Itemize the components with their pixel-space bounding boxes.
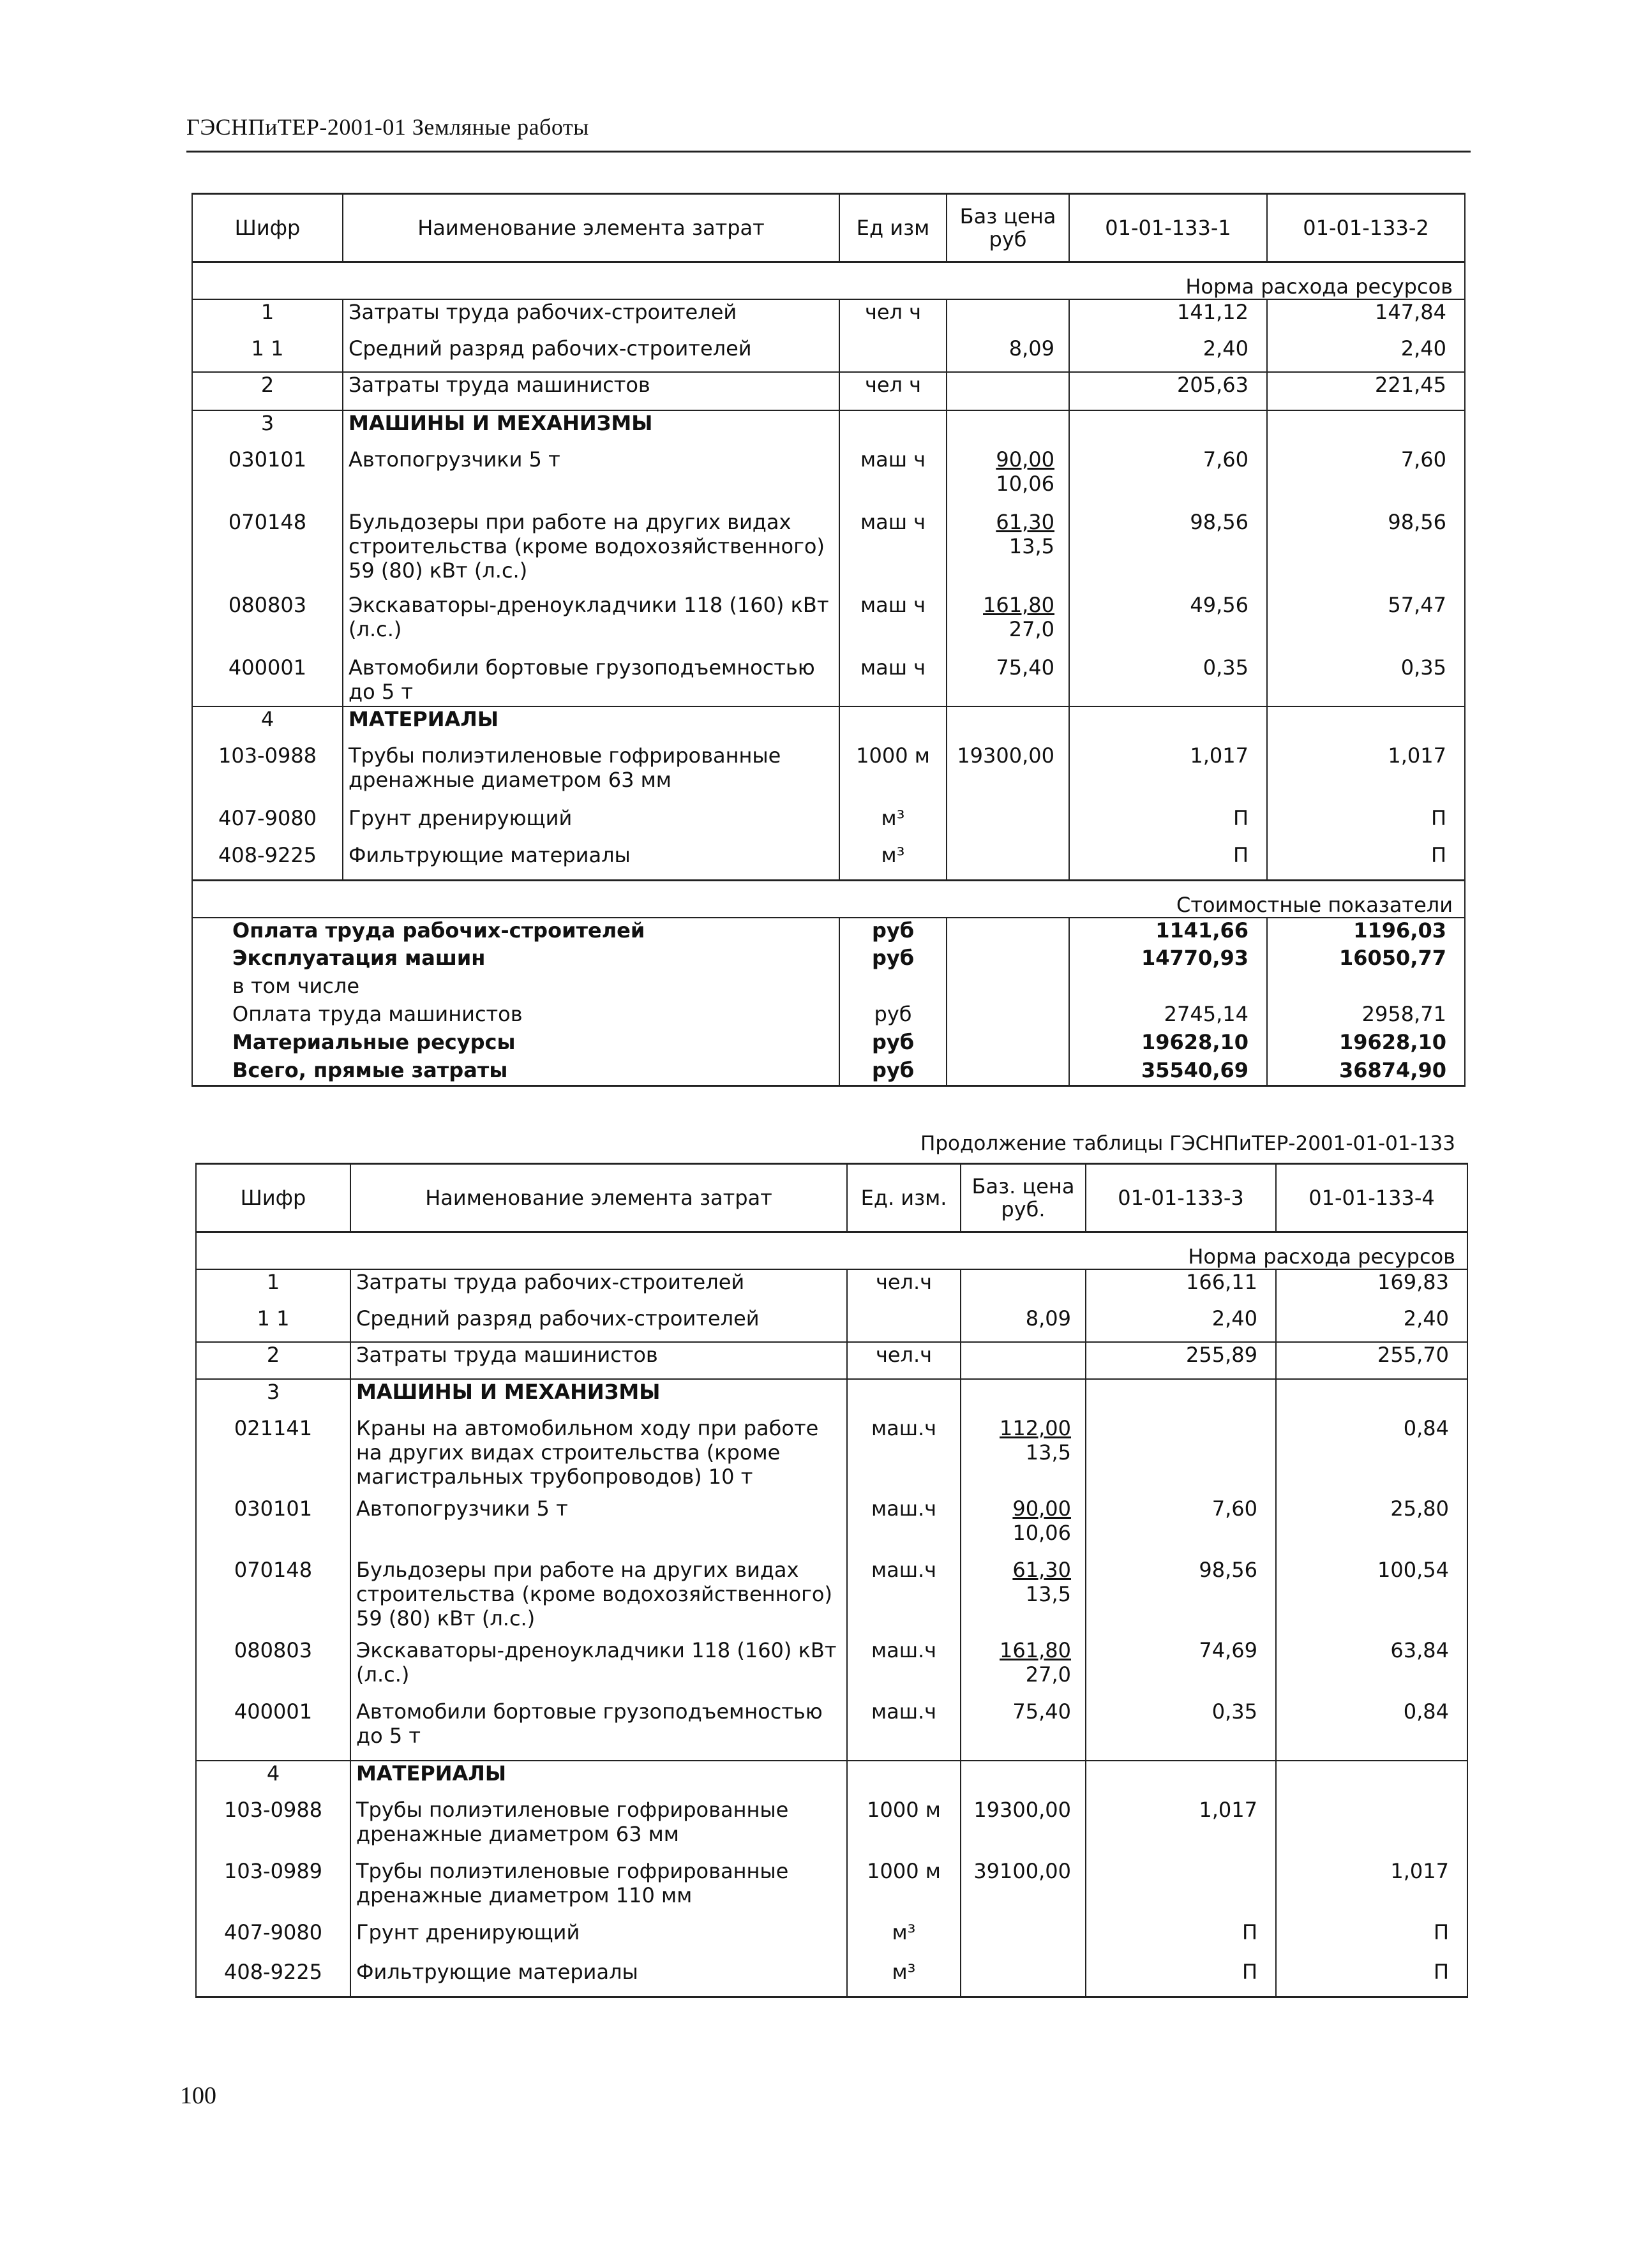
row-name: Затраты труда машинистов	[343, 372, 839, 410]
row-code: 080803	[192, 593, 343, 655]
summary-row	[192, 1058, 1465, 1086]
row-name: Автомобили бортовые грузоподъемностью до 5 т	[350, 1699, 847, 1761]
col-header-price-line1: Баз. цена	[971, 1174, 1075, 1198]
row-value-1: П	[1069, 806, 1267, 843]
row-value-1: 166,11	[1086, 1269, 1276, 1306]
row-value-2: 2,40	[1267, 336, 1465, 372]
row-unit: маш.ч	[847, 1496, 961, 1558]
row-value-1: 0,35	[1086, 1699, 1276, 1761]
row-price	[947, 593, 1069, 655]
table-row	[196, 1558, 1467, 1638]
row-name: Грунт дренирующий	[343, 806, 839, 843]
row-unit: чел ч	[839, 372, 947, 410]
row-code: 400001	[192, 655, 343, 706]
row-value-1: 141,12	[1069, 299, 1267, 336]
row-price-factor: 10,06	[996, 472, 1054, 496]
row-unit: чел ч	[839, 299, 947, 336]
table-row	[192, 336, 1465, 372]
summary-row	[192, 974, 1465, 1002]
summary-unit: руб	[839, 1058, 947, 1086]
row-value-2	[1267, 706, 1465, 743]
row-value-1	[1086, 1379, 1276, 1416]
table-row	[192, 593, 1465, 655]
resource-table-1	[191, 193, 1466, 1087]
table-row	[196, 1798, 1467, 1859]
row-value-1: 98,56	[1069, 510, 1267, 593]
row-code: 1	[192, 299, 343, 336]
row-value-2: 98,56	[1267, 510, 1465, 593]
row-price-factor: 27,0	[1025, 1662, 1071, 1687]
row-price-value: 8,09	[1025, 1306, 1071, 1331]
table-row	[196, 1638, 1467, 1699]
row-price	[947, 706, 1069, 743]
row-price	[961, 1558, 1086, 1638]
row-price	[961, 1416, 1086, 1496]
row-code: 1 1	[196, 1306, 350, 1342]
summary-label: Оплата труда машинистов	[192, 1002, 839, 1030]
row-unit: маш.ч	[847, 1638, 961, 1699]
row-code: 2	[192, 372, 343, 410]
row-value-1	[1086, 1859, 1276, 1920]
table-row	[196, 1416, 1467, 1496]
row-price	[961, 1761, 1086, 1798]
table-2-body	[196, 1269, 1467, 1997]
row-price-value: 75,40	[996, 655, 1054, 680]
row-code: 030101	[196, 1496, 350, 1558]
row-value-1: 1,017	[1069, 743, 1267, 806]
col-header-rate-4: 01-01-133-4	[1276, 1164, 1467, 1232]
table-row	[192, 655, 1465, 706]
row-name: МАШИНЫ И МЕХАНИЗМЫ	[343, 410, 839, 447]
col-header-price-line1: Баз цена	[959, 204, 1056, 228]
row-name: Фильтрующие материалы	[350, 1960, 847, 1997]
header-divider	[186, 151, 1471, 153]
row-value-1	[1086, 1416, 1276, 1496]
resource-table-2	[195, 1163, 1468, 1998]
summary-unit	[839, 974, 947, 1002]
section-norm-label: Норма расхода ресурсов	[192, 262, 1465, 300]
table-row	[196, 1920, 1467, 1960]
table-row	[192, 743, 1465, 806]
summary-value-2	[1267, 974, 1465, 1002]
row-value-2: 169,83	[1276, 1269, 1467, 1306]
row-value-2: П	[1267, 806, 1465, 843]
row-unit: м³	[839, 843, 947, 880]
row-price	[961, 1699, 1086, 1761]
table-row	[192, 410, 1465, 447]
col-header-rate-2: 01-01-133-2	[1267, 194, 1465, 262]
table-1-summary	[192, 918, 1465, 1086]
col-header-code: Шифр	[192, 194, 343, 262]
row-unit: маш ч	[839, 447, 947, 510]
section-cost-label: Стоимостные показатели	[192, 880, 1465, 918]
row-unit	[839, 706, 947, 743]
row-value-2: 100,54	[1276, 1558, 1467, 1638]
summary-value-1: 35540,69	[1069, 1058, 1267, 1086]
row-price	[961, 1920, 1086, 1960]
row-code: 070148	[196, 1558, 350, 1638]
col-header-price	[947, 194, 1069, 262]
row-price	[961, 1638, 1086, 1699]
row-unit: 1000 м	[847, 1798, 961, 1859]
row-price	[947, 299, 1069, 336]
row-value-2: 147,84	[1267, 299, 1465, 336]
table-row	[192, 510, 1465, 593]
row-value-1: 1,017	[1086, 1798, 1276, 1859]
row-unit: чел.ч	[847, 1269, 961, 1306]
row-code: 1 1	[192, 336, 343, 372]
row-value-1	[1069, 410, 1267, 447]
summary-value-1: 2745,14	[1069, 1002, 1267, 1030]
row-value-1	[1086, 1761, 1276, 1798]
row-price-factor: 13,5	[1008, 534, 1054, 558]
row-name: Фильтрующие материалы	[343, 843, 839, 880]
table-row	[192, 299, 1465, 336]
summary-value-2: 1196,03	[1267, 918, 1465, 946]
row-code: 408-9225	[196, 1960, 350, 1997]
row-name: Экскаваторы-дреноукладчики 118 (160) кВт (л.с.)	[343, 593, 839, 655]
row-value-1: 74,69	[1086, 1638, 1276, 1699]
summary-empty	[947, 1058, 1069, 1086]
row-name: МАТЕРИАЛЫ	[343, 706, 839, 743]
row-value-1: 7,60	[1069, 447, 1267, 510]
row-value-2	[1276, 1379, 1467, 1416]
row-price-value: 61,30	[1012, 1558, 1071, 1582]
row-unit	[847, 1379, 961, 1416]
row-price-value: 61,30	[996, 510, 1054, 534]
row-name: Экскаваторы-дреноукладчики 118 (160) кВт (л.с.)	[350, 1638, 847, 1699]
row-name: Трубы полиэтиленовые гофрированные дренажные диаметром 63 мм	[343, 743, 839, 806]
row-code: 407-9080	[196, 1920, 350, 1960]
row-price	[961, 1859, 1086, 1920]
row-name: МАТЕРИАЛЫ	[350, 1761, 847, 1798]
summary-unit: руб	[839, 946, 947, 974]
row-price	[947, 410, 1069, 447]
summary-label: Всего, прямые затраты	[192, 1058, 839, 1086]
row-code: 4	[196, 1761, 350, 1798]
row-unit: чел.ч	[847, 1342, 961, 1379]
summary-value-1: 19628,10	[1069, 1030, 1267, 1058]
row-value-2: 25,80	[1276, 1496, 1467, 1558]
row-value-2: П	[1276, 1960, 1467, 1997]
summary-empty	[947, 946, 1069, 974]
row-value-1: 49,56	[1069, 593, 1267, 655]
table-row	[196, 1269, 1467, 1306]
row-code: 4	[192, 706, 343, 743]
page-number: 100	[180, 2082, 216, 2109]
row-value-2: 57,47	[1267, 593, 1465, 655]
row-price-value: 19300,00	[973, 1798, 1071, 1822]
row-price	[961, 1379, 1086, 1416]
row-value-1: П	[1069, 843, 1267, 880]
col-header-price	[961, 1164, 1086, 1232]
summary-empty	[947, 974, 1069, 1002]
row-price	[947, 806, 1069, 843]
row-unit: маш.ч	[847, 1416, 961, 1496]
summary-empty	[947, 1002, 1069, 1030]
summary-label: Эксплуатация машин	[192, 946, 839, 974]
summary-label: Материальные ресурсы	[192, 1030, 839, 1058]
row-price	[961, 1798, 1086, 1859]
row-name: Бульдозеры при работе на других видах строительства (кроме водохозяйственного) 59 (80) кВт (л.с.)	[350, 1558, 847, 1638]
summary-row	[192, 1030, 1465, 1058]
row-name: Затраты труда рабочих-строителей	[350, 1269, 847, 1306]
col-header-rate-3: 01-01-133-3	[1086, 1164, 1276, 1232]
table-row	[196, 1379, 1467, 1416]
row-price-value: 39100,00	[973, 1859, 1071, 1883]
row-price-value: 90,00	[1012, 1496, 1071, 1521]
row-value-1: 0,35	[1069, 655, 1267, 706]
summary-unit: руб	[839, 1030, 947, 1058]
table-row	[196, 1496, 1467, 1558]
row-value-2	[1276, 1761, 1467, 1798]
section-norm-label: Норма расхода ресурсов	[196, 1232, 1467, 1270]
row-price	[961, 1496, 1086, 1558]
row-name: Средний разряд рабочих-строителей	[350, 1306, 847, 1342]
summary-value-2: 19628,10	[1267, 1030, 1465, 1058]
row-name: МАШИНЫ И МЕХАНИЗМЫ	[350, 1379, 847, 1416]
row-code: 3	[192, 410, 343, 447]
row-value-1: 2,40	[1086, 1306, 1276, 1342]
summary-value-2: 16050,77	[1267, 946, 1465, 974]
row-unit: маш ч	[839, 655, 947, 706]
row-price	[961, 1269, 1086, 1306]
col-header-unit: Ед. изм.	[847, 1164, 961, 1232]
row-unit: 1000 м	[839, 743, 947, 806]
row-value-2: 63,84	[1276, 1638, 1467, 1699]
row-price	[947, 743, 1069, 806]
row-value-2: 7,60	[1267, 447, 1465, 510]
row-unit: 1000 м	[847, 1859, 961, 1920]
row-value-1: П	[1086, 1960, 1276, 1997]
row-value-2: 0,84	[1276, 1699, 1467, 1761]
summary-row	[192, 918, 1465, 946]
col-header-name: Наименование элемента затрат	[350, 1164, 847, 1232]
col-header-price-line2: руб.	[1001, 1197, 1046, 1221]
summary-unit: руб	[839, 918, 947, 946]
row-price-value: 112,00	[1000, 1416, 1071, 1440]
summary-value-2: 36874,90	[1267, 1058, 1465, 1086]
row-name: Автомобили бортовые грузоподъемностью до 5 т	[343, 655, 839, 706]
row-price	[947, 655, 1069, 706]
row-price	[961, 1306, 1086, 1342]
table-row	[192, 372, 1465, 410]
table-1-body	[192, 299, 1465, 880]
row-name: Бульдозеры при работе на других видах строительства (кроме водохозяйственного) 59 (80) кВт (л.с.)	[343, 510, 839, 593]
table-row	[196, 1960, 1467, 1997]
table-row	[192, 447, 1465, 510]
row-price-value: 90,00	[996, 447, 1054, 472]
row-name: Трубы полиэтиленовые гофрированные дренажные диаметром 110 мм	[350, 1859, 847, 1920]
row-unit: м³	[839, 806, 947, 843]
row-code: 021141	[196, 1416, 350, 1496]
row-price	[947, 336, 1069, 372]
row-value-1: 205,63	[1069, 372, 1267, 410]
col-header-unit: Ед изм	[839, 194, 947, 262]
table-row	[196, 1699, 1467, 1761]
row-value-2: 0,35	[1267, 655, 1465, 706]
row-name: Грунт дренирующий	[350, 1920, 847, 1960]
row-price	[947, 447, 1069, 510]
summary-row	[192, 1002, 1465, 1030]
row-price	[947, 843, 1069, 880]
row-name: Автопогрузчики 5 т	[343, 447, 839, 510]
table-row	[196, 1306, 1467, 1342]
row-unit	[847, 1306, 961, 1342]
row-code: 030101	[192, 447, 343, 510]
row-price	[961, 1342, 1086, 1379]
row-name: Затраты труда машинистов	[350, 1342, 847, 1379]
row-value-1	[1069, 706, 1267, 743]
row-unit: м³	[847, 1920, 961, 1960]
row-unit	[847, 1761, 961, 1798]
row-name: Краны на автомобильном ходу при работе на других видах строительства (кроме магистральных трубопроводов) 10 т	[350, 1416, 847, 1496]
summary-row	[192, 946, 1465, 974]
table-row	[196, 1342, 1467, 1379]
row-value-1: П	[1086, 1920, 1276, 1960]
row-price-value: 75,40	[1012, 1699, 1071, 1724]
row-value-2: 1,017	[1267, 743, 1465, 806]
row-price	[947, 372, 1069, 410]
row-price	[947, 510, 1069, 593]
row-name: Средний разряд рабочих-строителей	[343, 336, 839, 372]
row-code: 3	[196, 1379, 350, 1416]
row-code: 1	[196, 1269, 350, 1306]
summary-value-1: 14770,93	[1069, 946, 1267, 974]
row-code: 103-0988	[192, 743, 343, 806]
row-code: 407-9080	[192, 806, 343, 843]
row-price-value: 19300,00	[957, 743, 1054, 768]
row-value-2: П	[1276, 1920, 1467, 1960]
row-unit: м³	[847, 1960, 961, 1997]
row-name: Автопогрузчики 5 т	[350, 1496, 847, 1558]
row-unit: маш ч	[839, 510, 947, 593]
summary-unit: руб	[839, 1002, 947, 1030]
table-row	[196, 1859, 1467, 1920]
page-header-title: ГЭСНПиТЕР-2001-01 Земляные работы	[186, 114, 589, 140]
row-price-factor: 13,5	[1025, 1440, 1071, 1465]
row-code: 400001	[196, 1699, 350, 1761]
row-code: 103-0989	[196, 1859, 350, 1920]
summary-empty	[947, 1030, 1069, 1058]
row-code: 080803	[196, 1638, 350, 1699]
row-value-2: 221,45	[1267, 372, 1465, 410]
row-price-factor: 27,0	[1008, 617, 1054, 641]
row-unit: маш ч	[839, 593, 947, 655]
row-code: 2	[196, 1342, 350, 1379]
summary-label: в том числе	[192, 974, 839, 1002]
row-value-2: 1,017	[1276, 1859, 1467, 1920]
row-price-value: 8,09	[1008, 336, 1054, 361]
row-unit: маш.ч	[847, 1699, 961, 1761]
table-row	[192, 806, 1465, 843]
row-price-value: 161,80	[1000, 1638, 1071, 1662]
row-price-factor: 13,5	[1025, 1582, 1071, 1606]
col-header-name: Наименование элемента затрат	[343, 194, 839, 262]
continuation-caption: Продолжение таблицы ГЭСНПиТЕР-2001-01-01-133	[920, 1132, 1455, 1155]
row-price-value: 161,80	[983, 593, 1054, 617]
row-value-1: 2,40	[1069, 336, 1267, 372]
row-unit	[839, 336, 947, 372]
row-value-1: 255,89	[1086, 1342, 1276, 1379]
row-value-2	[1267, 410, 1465, 447]
row-value-2: П	[1267, 843, 1465, 880]
row-value-1: 7,60	[1086, 1496, 1276, 1558]
summary-value-2: 2958,71	[1267, 1002, 1465, 1030]
table-row	[196, 1761, 1467, 1798]
row-value-2: 255,70	[1276, 1342, 1467, 1379]
row-price	[961, 1960, 1086, 1997]
row-value-2: 2,40	[1276, 1306, 1467, 1342]
col-header-price-line2: руб	[989, 227, 1027, 251]
table-row	[192, 706, 1465, 743]
summary-value-1: 1141,66	[1069, 918, 1267, 946]
row-value-2	[1276, 1798, 1467, 1859]
row-unit	[839, 410, 947, 447]
summary-value-1	[1069, 974, 1267, 1002]
row-name: Трубы полиэтиленовые гофрированные дренажные диаметром 63 мм	[350, 1798, 847, 1859]
row-price-factor: 10,06	[1012, 1521, 1071, 1545]
summary-label: Оплата труда рабочих-строителей	[192, 918, 839, 946]
row-code: 408-9225	[192, 843, 343, 880]
row-code: 103-0988	[196, 1798, 350, 1859]
row-name: Затраты труда рабочих-строителей	[343, 299, 839, 336]
summary-empty	[947, 918, 1069, 946]
row-unit: маш.ч	[847, 1558, 961, 1638]
row-value-2: 0,84	[1276, 1416, 1467, 1496]
row-value-1: 98,56	[1086, 1558, 1276, 1638]
row-code: 070148	[192, 510, 343, 593]
table-row	[192, 843, 1465, 880]
col-header-code: Шифр	[196, 1164, 350, 1232]
col-header-rate-1: 01-01-133-1	[1069, 194, 1267, 262]
